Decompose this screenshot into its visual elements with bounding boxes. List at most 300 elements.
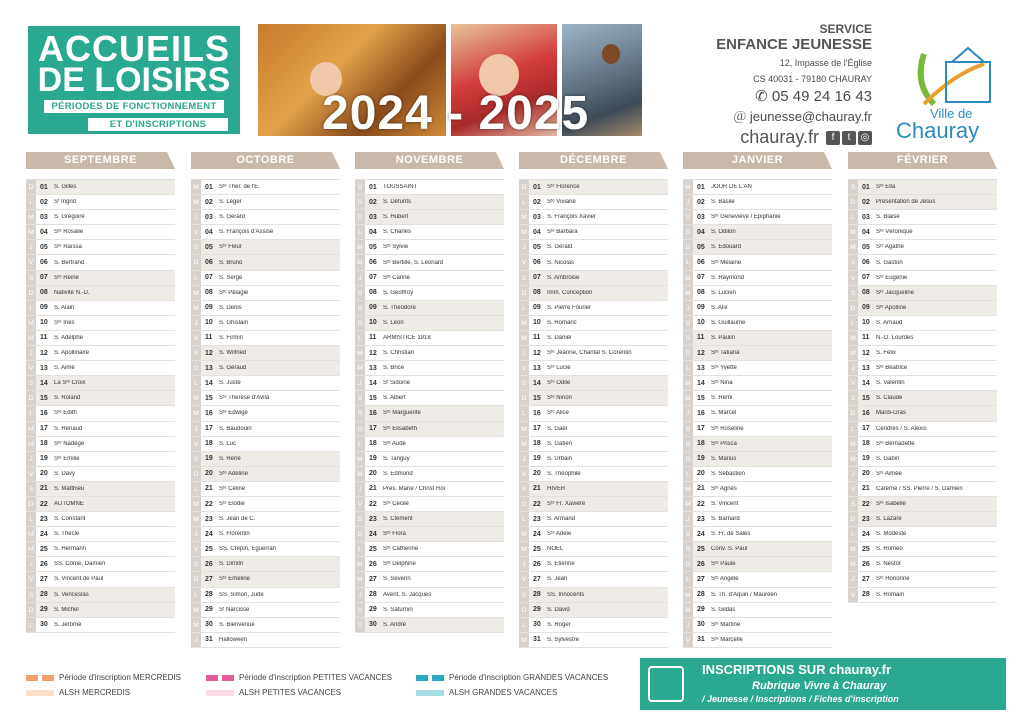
saint-name: S. Ambroise [547,274,580,281]
day-row [26,391,175,406]
day-row [519,376,668,391]
day-row [355,406,504,421]
day-row [191,225,340,240]
weekday-letter: V [191,225,201,239]
day-row [683,195,832,210]
day-number: 15 [533,394,541,402]
day-number: 02 [862,198,870,206]
saint-name: S. Étienne [547,561,575,568]
weekday-letter: V [355,391,365,405]
day-number: 06 [533,259,541,267]
weekday-letter: V [683,210,693,224]
day-number: 02 [40,198,48,206]
weekday-letter: M [191,301,201,315]
day-row [26,271,175,286]
weekday-letter: S [191,240,201,254]
day-row [683,361,832,376]
saint-name: Sᵗᵉ Élodie [219,501,245,508]
saint-name: S. Nestor [876,561,902,568]
weekday-letter: M [26,527,36,541]
day-row [191,195,340,210]
day-number: 12 [369,349,377,357]
saint-name: S. Valentin [876,380,905,387]
day-number: 01 [205,183,213,191]
weekday-letter: M [519,225,529,239]
weekday-letter: S [683,542,693,556]
day-number: 03 [369,213,377,221]
day-row [191,437,340,452]
month-2 [355,152,504,633]
day-row [355,286,504,301]
day-row [848,346,997,361]
day-row [26,452,175,467]
saint-name: S. Renaud [54,425,83,432]
day-number: 05 [205,243,213,251]
saint-name: S. René [219,455,241,462]
day-number: 15 [697,394,705,402]
weekday-letter: L [191,482,201,496]
day-row [191,180,340,195]
weekday-letter: V [519,361,529,375]
inscriptions-banner[interactable] [640,658,1006,710]
saint-name: S. Gildas [711,606,736,613]
day-row [519,180,668,195]
weekday-letter: V [683,527,693,541]
day-number: 06 [862,259,870,267]
day-row [26,286,175,301]
saint-name: S. Saturnin [383,606,413,613]
day-number: 17 [369,425,377,433]
saint-name: S. Constant [54,516,86,523]
saint-name: Halloween [219,636,248,643]
weekday-letter: S [848,497,858,511]
weekday-letter: D [26,286,36,300]
day-row [355,482,504,497]
weekday-letter: M [355,346,365,360]
weekday-letter: M [26,422,36,436]
weekday-letter: S [26,271,36,285]
weekday-letter: M [519,633,529,647]
weekday-letter: V [355,603,365,617]
weekday-letter: S [519,376,529,390]
day-row [191,331,340,346]
weekday-letter: J [26,346,36,360]
weekday-letter: D [355,422,365,436]
weekday-letter: L [519,406,529,420]
weekday-letter: L [683,361,693,375]
saint-name: S. Vincent [711,501,739,508]
weekday-letter: M [848,542,858,556]
saint-name: Sᵗᵉ Barbara [547,229,578,236]
day-row [519,406,668,421]
day-number: 20 [369,470,377,478]
saint-name: Sᵗᵉ Florence [547,184,580,191]
day-row [355,271,504,286]
weekday-letter: V [191,437,201,451]
day-row [191,542,340,557]
saint-name: Sᵗᵉ Tatiana [711,350,740,357]
day-row [519,195,668,210]
saint-name: S. Florentin [219,531,250,538]
weekday-letter: M [519,210,529,224]
day-number: 23 [205,515,213,523]
title-sub2: ET D'INSCRIPTIONS [88,118,228,131]
day-number: 14 [697,379,705,387]
day-row [519,452,668,467]
saint-name: Sᵗᵉ Paule [711,561,736,568]
day-number: 19 [40,455,48,463]
day-row [191,376,340,391]
day-number: 04 [533,228,541,236]
day-row [848,210,997,225]
weekday-letter: L [355,437,365,451]
weekday-letter: D [848,512,858,526]
saint-name: S. Jean [547,576,568,583]
day-number: 18 [40,440,48,448]
saint-name: ARMISTICE 1918 [383,334,431,341]
day-number: 16 [697,409,705,417]
weekday-letter: S [683,225,693,239]
saint-name: S. Guillaume [711,319,746,326]
saint-name: S. Sébastien [711,470,746,477]
church-logo-icon [894,34,1002,114]
saint-name: S. Hermann [54,546,87,553]
instagram-icon[interactable]: ◎ [858,131,872,145]
phone-icon: ✆ [755,88,772,105]
saint-name: Sᵗᵉ Adèle [547,531,572,538]
day-number: 18 [205,440,213,448]
month-5 [848,152,997,603]
day-row [191,240,340,255]
legend-text: ALSH PETITES VACANCES [239,688,342,697]
legend-swatch [416,690,444,696]
weekday-letter: S [519,588,529,602]
saint-name: S. Grégoire [54,214,85,221]
weekday-letter: J [683,512,693,526]
weekday-letter: J [683,406,693,420]
day-number: 28 [862,591,870,599]
day-number: 04 [40,228,48,236]
saint-name: S. Claude [876,395,903,402]
weekday-letter: J [191,527,201,541]
day-row [26,331,175,346]
day-number: 29 [533,606,541,614]
saint-name: Sᵗᵉ Nadège [54,440,85,447]
day-number: 02 [697,198,705,206]
weekday-letter: V [848,588,858,602]
day-row [26,437,175,452]
saint-name: S. Apollinaire [54,350,90,357]
day-row [355,376,504,391]
day-number: 26 [40,560,48,568]
day-row [683,437,832,452]
day-row [848,406,997,421]
day-row [26,240,175,255]
day-row [191,286,340,301]
saint-name: Sᵗᵉ Eugénie [876,274,908,281]
saint-name: S. Nicolas [547,259,575,266]
day-number: 27 [862,575,870,583]
saint-name: S. Gilles [54,184,77,191]
day-row [355,210,504,225]
day-row [848,286,997,301]
day-number: 14 [205,379,213,387]
day-row [848,331,997,346]
day-row [191,603,340,618]
day-number: 22 [697,500,705,508]
day-number: 27 [697,575,705,583]
weekday-letter: J [191,316,201,330]
day-number: 23 [40,515,48,523]
saint-name: Sᵗᵉ Reine [54,274,79,281]
saint-name: S. Hubert [383,214,409,221]
weekday-letter: M [683,603,693,617]
day-row [26,195,175,210]
saint-name: Sᵗᵉ Rosalie [54,229,84,236]
saint-name: S. Alix [711,304,728,311]
weekday-letter: M [683,588,693,602]
weekday-letter: L [683,255,693,269]
day-number: 05 [369,243,377,251]
saint-name: Sᵗᵉ Pélagie [219,289,249,296]
weekday-letter: V [848,482,858,496]
day-row [519,391,668,406]
day-number: 27 [40,575,48,583]
weekday-letter: S [683,437,693,451]
facebook-icon[interactable]: f [826,131,840,145]
day-number: 12 [533,349,541,357]
day-row [519,512,668,527]
saint-name: S. Gérald [547,244,573,251]
weekday-letter: V [848,271,858,285]
legend-swatch [206,690,234,696]
day-number: 24 [369,530,377,538]
saint-name: S. Fr. de Sales [711,531,751,538]
title-box [28,26,240,134]
day-row [355,331,504,346]
weekday-letter: M [355,467,365,481]
weekday-letter: M [683,376,693,390]
day-number: 16 [40,409,48,417]
saint-name: S. André [383,621,407,628]
day-number: 01 [697,183,705,191]
saint-name: S. Thècle [54,531,80,538]
day-number: 10 [205,319,213,327]
saint-name: Sᵗᵉ Sylvie [383,244,409,251]
day-row [355,225,504,240]
insc-line2: Rubrique Vivre à Chauray [752,680,887,692]
day-row [683,346,832,361]
day-row [683,286,832,301]
day-number: 14 [40,379,48,387]
saint-name: Sᵗᵉ Catherine [383,546,419,553]
saint-name: S. Bertrand [54,259,85,266]
day-row [26,542,175,557]
weekday-letter: L [26,512,36,526]
day-number: 11 [369,334,377,342]
saint-name: S. Bienvenue [219,621,255,628]
saint-name: Sᵗᵉ Odile [547,380,571,387]
day-row [26,572,175,587]
saint-name: S. François Xavier [547,214,597,221]
day-number: 24 [862,530,870,538]
day-number: 09 [533,304,541,312]
day-number: 29 [40,606,48,614]
day-number: 18 [369,440,377,448]
saint-name: S. Raymond [711,274,745,281]
day-number: 05 [533,243,541,251]
weekday-letter: L [848,422,858,436]
weekday-letter: M [848,346,858,360]
day-number: 13 [697,364,705,372]
saint-name: Sᵗᵉ Agnès [711,485,737,492]
weekday-letter: V [26,361,36,375]
saint-name: Conv. S. Paul [711,546,748,553]
weekday-letter: S [26,482,36,496]
day-row [355,467,504,482]
saint-name: S. Gaston [876,259,903,266]
day-row [683,452,832,467]
saint-name: JOUR DE L'AN [711,184,752,191]
day-number: 06 [205,259,213,267]
day-row [519,603,668,618]
weekday-letter: L [683,467,693,481]
saint-name: Sᵗᵉ Aude [383,440,406,447]
saint-name: Sᵗᵉ Adeline [219,470,248,477]
day-row [848,376,997,391]
day-number: 01 [533,183,541,191]
day-row [683,180,832,195]
day-number: 22 [862,500,870,508]
weekday-letter: V [848,376,858,390]
saint-name: S. Denis [219,304,242,311]
saint-name: S. Michel [54,606,79,613]
day-row [848,527,997,542]
weekday-letter: J [519,346,529,360]
day-row [26,588,175,603]
address-line1: 12, Impasse de l'Église [779,58,872,68]
saint-name: S. Dimitri [219,561,244,568]
saint-name: S. Armand [547,516,576,523]
weekday-letter: M [519,542,529,556]
day-number: 31 [533,636,541,644]
day-row [848,240,997,255]
day-number: 30 [40,621,48,629]
day-row [683,240,832,255]
day-row [519,588,668,603]
day-number: 08 [369,289,377,297]
day-number: 02 [205,198,213,206]
saint-name: Sᵗᵉ Fleur [219,244,242,251]
day-row [519,210,668,225]
saint-name: S. Séverin [383,576,411,583]
email[interactable] [716,106,872,125]
weekday-letter: L [683,572,693,586]
saint-name: S. Romain [876,591,905,598]
day-number: 10 [697,319,705,327]
day-number: 16 [533,409,541,417]
saint-name: S. Clément [383,516,413,523]
day-number: 22 [40,500,48,508]
day-number: 26 [697,560,705,568]
day-row [26,467,175,482]
day-row [26,527,175,542]
saint-name: Sᵗᵉ Angèle [711,576,739,583]
day-row [683,271,832,286]
day-number: 01 [862,183,870,191]
day-row [683,255,832,270]
weekday-letter: V [683,316,693,330]
weekday-letter: M [355,255,365,269]
weekday-letter: L [26,406,36,420]
day-number: 24 [533,530,541,538]
saint-name: S. Wilfried [219,350,247,357]
day-number: 10 [40,319,48,327]
saint-name: S. Juste [219,380,241,387]
weekday-letter: D [519,603,529,617]
day-number: 21 [862,485,870,493]
day-number: 15 [862,394,870,402]
day-row [26,361,175,376]
weekday-letter: M [26,542,36,556]
weekday-letter: D [519,180,529,194]
day-row [191,482,340,497]
month-1 [191,152,340,648]
saint-name: SS. Simon, Jude [219,591,264,598]
saint-name: S. Jean de C. [219,516,256,523]
day-number: 13 [533,364,541,372]
weekday-letter: M [355,572,365,586]
day-row [683,633,832,648]
day-row [683,225,832,240]
weekday-letter: L [519,195,529,209]
twitter-icon[interactable]: t [842,131,856,145]
day-row [355,195,504,210]
day-row [191,618,340,633]
saint-name: SS. Côme, Damien [54,561,106,568]
weekday-letter: D [683,557,693,571]
saint-name: S. Rémi [711,395,733,402]
weekday-letter: D [683,240,693,254]
day-row [848,271,997,286]
saint-name: Sᵗᵉ Émeline [219,576,250,583]
day-number: 08 [40,289,48,297]
day-row [355,497,504,512]
saint-name: S. Arnaud [876,319,903,326]
website[interactable] [716,127,872,148]
weekday-letter: J [683,195,693,209]
saint-name: S. Pierre Fourier [547,304,592,311]
saint-name: S. Basile [711,199,735,206]
day-row [355,603,504,618]
weekday-letter: J [848,361,858,375]
day-number: 17 [533,425,541,433]
legend [26,673,626,703]
day-row [848,542,997,557]
day-number: 27 [369,575,377,583]
weekday-letter: V [683,633,693,647]
day-row [519,240,668,255]
day-number: 23 [533,515,541,523]
month-header: FÉVRIER [848,152,997,169]
day-number: 06 [697,259,705,267]
day-row [848,437,997,452]
insc-line1: INSCRIPTIONS SUR chauray.fr [702,662,892,677]
saint-name: Sᵗ Sidoine [383,380,411,387]
day-row [519,527,668,542]
day-row [683,301,832,316]
saint-name: S. Charles [383,229,412,236]
